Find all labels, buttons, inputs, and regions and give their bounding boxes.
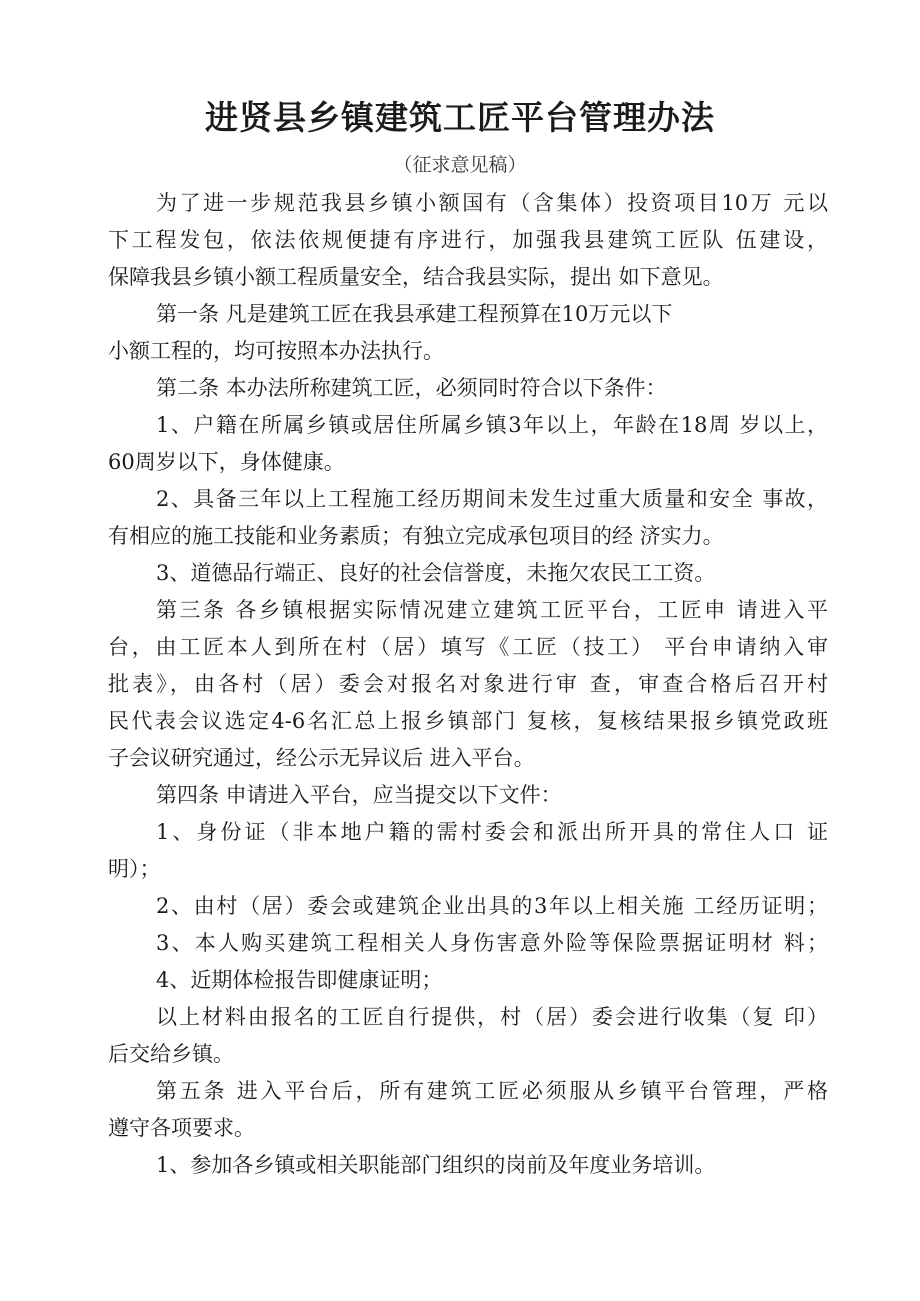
article-1-line-1: 第一条 凡是建筑工匠在我县承建工程预算在10万元以下 [156,302,673,326]
article-4-heading: 第四条 申请进入平台，应当提交以下文件： [156,783,562,807]
article-4-item-2: 2、由村（居）委会或建筑企业出具的3年以上相关施 工经历证明； [156,894,828,918]
article-5-line-2: 遵守各项要求。 [108,1116,255,1140]
article-3-line-1: 第三条 各乡镇根据实际情况建立建筑工匠平台，工匠申 请进入平 [156,598,828,622]
document-title: 进贤县乡镇建筑工匠平台管理办法 [205,98,715,137]
article-4-item-4: 4、近期体检报告即健康证明； [156,968,443,992]
article-3-line-2: 台，由工匠本人到所在村（居）填写《工匠（技工） 平台申请纳入审 [108,635,828,659]
article-3-line-3: 批表》，由各村（居）委会对报名对象进行审 查，审查合格后召开村 [108,672,828,696]
article-4-note-line-2: 后交给乡镇。 [108,1042,234,1066]
paragraph-intro-line-2: 下工程发包，依法依规便捷有序进行，加强我县建筑工匠队 伍建设， [108,228,828,252]
article-2-item-1-line-2: 60周岁以下，身体健康。 [108,450,345,474]
article-2-item-2-line-1: 2、具备三年以上工程施工经历期间未发生过重大质量和安全 事故， [156,487,828,511]
article-2-item-1-line-1: 1、户籍在所属乡镇或居住所属乡镇3年以上，年龄在18周 岁以上， [156,413,828,437]
article-2-item-3: 3、道德品行端正、良好的社会信誉度，未拖欠农民工工资。 [156,561,716,585]
article-3-line-5: 子会议研究通过，经公示无异议后 进入平台。 [108,746,535,770]
paragraph-intro-line-1: 为了进一步规范我县乡镇小额国有（含集体）投资项目10万 元以 [156,191,828,215]
article-3-line-4: 民代表会议选定4-6名汇总上报乡镇部门 复核，复核结果报乡镇党政班 [108,709,828,733]
article-4-item-1-line-2: 明）； [108,857,161,881]
article-2-heading: 第二条 本办法所称建筑工匠，必须同时符合以下条件： [156,376,667,400]
article-4-item-1-line-1: 1、身份证（非本地户籍的需村委会和派出所开具的常住人口 证 [156,820,828,844]
article-5-item-1: 1、参加各乡镇或相关职能部门组织的岗前及年度业务培训。 [156,1153,716,1177]
article-1-line-2: 小额工程的，均可按照本办法执行。 [108,339,444,363]
article-2-item-2-line-2: 有相应的施工技能和业务素质；有独立完成承包项目的经 济实力。 [108,524,724,548]
article-4-item-3: 3、本人购买建筑工程相关人身伤害意外险等保险票据证明材 料； [156,931,828,955]
article-4-note-line-1: 以上材料由报名的工匠自行提供，村（居）委会进行收集（复 印） [156,1005,828,1029]
paragraph-intro-line-3: 保障我县乡镇小额工程质量安全，结合我县实际，提出 如下意见。 [108,265,724,289]
document-subtitle: （征求意见稿） [393,154,527,176]
article-5-line-1: 第五条 进入平台后，所有建筑工匠必须服从乡镇平台管理，严格 [156,1079,828,1103]
